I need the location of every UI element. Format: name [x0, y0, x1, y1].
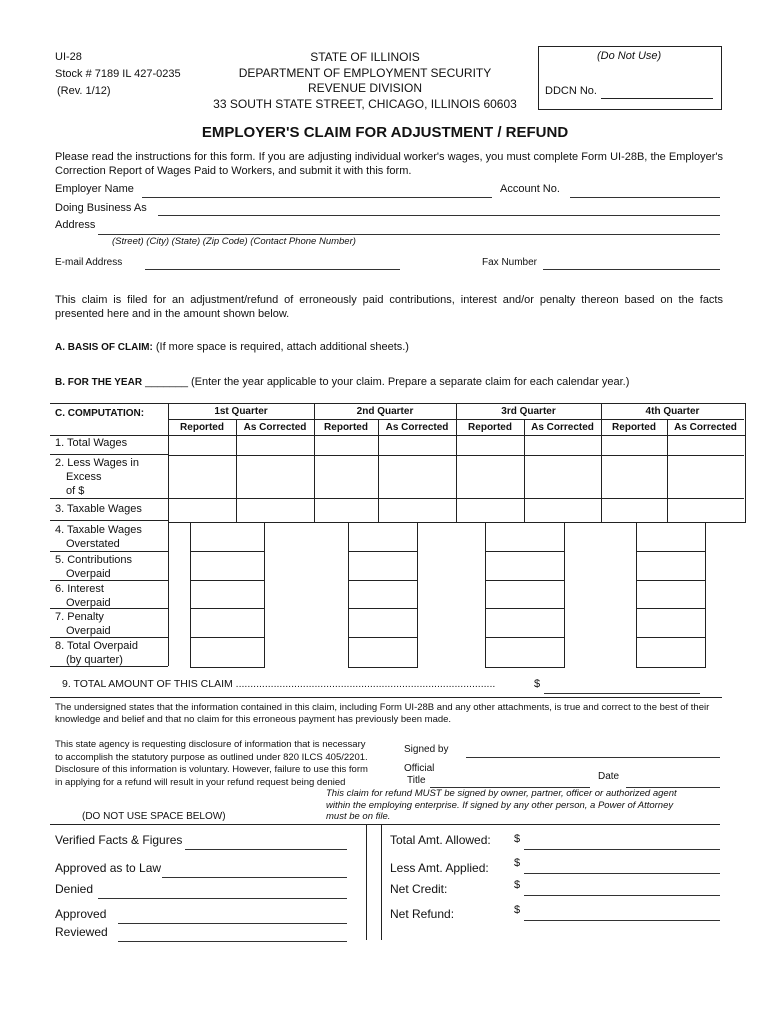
year-blank[interactable]: _______: [145, 376, 188, 388]
grid-col: [524, 435, 525, 522]
title-label: Title: [407, 775, 426, 786]
agency-line: STATE OF ILLINOIS: [310, 50, 420, 64]
disclosure-line: This state agency is requesting disclosure of information that is necessary: [55, 739, 366, 750]
address-input[interactable]: [98, 222, 720, 235]
verified-facts-input[interactable]: [185, 837, 347, 850]
grid-line: [348, 637, 417, 638]
separator: [50, 824, 720, 825]
grid-col: [456, 435, 457, 522]
dollar-sign: $: [514, 879, 521, 891]
office-divider: [381, 825, 382, 940]
official-label: Official: [404, 763, 435, 774]
total-allowed-label: Total Amt. Allowed:: [390, 833, 491, 847]
grid-line: [636, 637, 705, 638]
q1-corrected-header: As Corrected: [243, 422, 307, 433]
basis-label: A. BASIS OF CLAIM:: [55, 342, 153, 353]
fax-label: Fax Number: [482, 257, 538, 268]
quarter-3-header: 3rd Quarter: [501, 406, 556, 417]
approved-label: Approved: [55, 907, 107, 921]
computation-label: C. COMPUTATION:: [55, 408, 145, 419]
signature-note-line: within the employing enterprise. If signed by any other person, a Power of Attorney: [326, 799, 674, 811]
grid-col: [314, 435, 315, 522]
do-not-use-label: (Do Not Use): [597, 50, 662, 62]
quarter-4-header: 4th Quarter: [645, 406, 700, 417]
net-credit-input[interactable]: [524, 883, 720, 896]
reviewed-label: Reviewed: [55, 925, 108, 939]
row-less-wages: [55, 456, 139, 498]
q2-reported-header: Reported: [324, 422, 368, 433]
q3-corrected-header: As Corrected: [531, 422, 594, 433]
row-label-line: Overpaid: [66, 625, 111, 637]
row-line: [50, 666, 168, 667]
grid-line: [348, 551, 417, 552]
row-less-wages-line: Excess: [66, 471, 102, 483]
ddcn-label: DDCN No.: [545, 85, 597, 97]
row-label-line: 4. Taxable Wages: [55, 524, 142, 536]
q3-reported-header: Reported: [468, 422, 512, 433]
disclosure-line: to accomplish the statutory purpose as outlined under 820 ILCS 405/2201.: [55, 751, 368, 763]
q4-overpaid-column: [636, 522, 706, 668]
row-label-line: 6. Interest: [55, 583, 104, 595]
total-amount-input[interactable]: [544, 681, 700, 694]
less-applied-input[interactable]: [524, 861, 720, 874]
grid-line: [190, 580, 264, 581]
agency-line: 33 SOUTH STATE STREET, CHICAGO, ILLINOIS 60603: [213, 96, 517, 111]
approved-law-label: Approved as to Law: [55, 861, 162, 875]
grid-line: [190, 608, 264, 609]
date-label: Date: [598, 771, 620, 782]
row-interest-overpaid: [55, 582, 111, 610]
grid-line: [636, 580, 705, 581]
row-line: [50, 520, 168, 521]
total-amount-label: 9. TOTAL AMOUNT OF THIS CLAIM .........................................................................................: [62, 678, 496, 690]
row-total-overpaid: [55, 639, 138, 667]
official-title-input[interactable]: [430, 775, 590, 788]
denied-label: Denied: [55, 882, 94, 896]
for-the-year: [55, 376, 629, 388]
instructions: Please read the instructions for this form. If you are adjusting individual worker's wages, you must complete Form UI-28B, the Employer's Correction Report of Wages Paid to Workers, and submit it with this form.: [55, 151, 723, 177]
disclosure: [55, 739, 368, 789]
grid-line: [348, 608, 417, 609]
row-label-line: Overpaid: [66, 597, 111, 609]
grid-line: [485, 608, 564, 609]
separator: [50, 697, 722, 698]
grid-col: [378, 435, 379, 522]
grid-col: [168, 522, 169, 666]
basis-of-claim: [55, 341, 409, 353]
agency-block: [195, 50, 535, 112]
grid-line: [636, 608, 705, 609]
row-label-line: 5. Contributions: [55, 554, 133, 566]
approved-law-input[interactable]: [162, 865, 347, 878]
dollar-sign: $: [514, 904, 521, 916]
account-no-label: Account No.: [500, 183, 560, 195]
row-line: [50, 498, 168, 499]
disclosure-line: in applying for a refund will result in your refund request being denied: [55, 776, 346, 788]
row-line: [50, 637, 168, 638]
computation-top-line: [50, 403, 170, 404]
row-less-wages-line: 2. Less Wages in: [55, 457, 139, 469]
row-taxable-wages: 3. Taxable Wages: [55, 503, 142, 515]
q1-reported-header: Reported: [180, 422, 224, 433]
account-no-input[interactable]: [570, 185, 720, 198]
address-label: Address: [55, 219, 96, 231]
signed-by-label: Signed by: [404, 744, 449, 755]
computation-bottom-line: [50, 435, 170, 436]
row-label-line: Overpaid: [66, 568, 111, 580]
page-title: EMPLOYER'S CLAIM FOR ADJUSTMENT / REFUND: [201, 124, 569, 141]
row-penalty-overpaid: [55, 610, 111, 638]
ddcn-box: [538, 46, 722, 110]
q1-overpaid-column: [190, 522, 265, 668]
fax-input[interactable]: [543, 257, 720, 270]
row-label-line: 8. Total Overpaid: [55, 640, 138, 652]
signature-note: [326, 788, 677, 823]
claim-text: This claim is filed for an adjustment/refund of erroneously paid contributions, interest and/or penalty thereon based on the facts presented here and in the amount shown below.: [55, 294, 723, 320]
dollar-sign: $: [514, 857, 521, 869]
year-label: B. FOR THE YEAR: [55, 377, 143, 388]
row-label-line: Overstated: [66, 538, 120, 550]
row-less-wages-line: of $: [66, 485, 85, 497]
verified-facts-label: Verified Facts & Figures: [55, 833, 183, 847]
row-line: [50, 454, 168, 455]
grid-line: [190, 551, 264, 552]
office-use-header: (DO NOT USE SPACE BELOW): [82, 811, 226, 822]
q2-corrected-header: As Corrected: [385, 422, 449, 433]
signature-note-line: must be on file.: [326, 811, 391, 822]
less-applied-label: Less Amt. Applied:: [390, 861, 489, 875]
row-taxable-overstated: [55, 523, 142, 551]
net-credit-label: Net Credit:: [390, 882, 448, 896]
row-line: [50, 608, 168, 609]
ddcn-line: [601, 98, 713, 99]
wages-grid: [168, 435, 746, 523]
q2-overpaid-column: [348, 522, 418, 668]
agency-line: REVENUE DIVISION: [307, 81, 423, 95]
employer-name-input[interactable]: [142, 185, 492, 198]
row-line: [50, 551, 168, 552]
row-line: [50, 580, 168, 581]
grid-col: [236, 435, 237, 522]
total-dollar: $: [534, 678, 541, 690]
reviewed-input[interactable]: [118, 929, 347, 942]
agency-line: DEPARTMENT OF EMPLOYMENT SECURITY: [238, 65, 492, 80]
grid-line: [485, 637, 564, 638]
row-contributions-overpaid: [55, 553, 132, 581]
total-allowed-input[interactable]: [524, 837, 720, 850]
address-hint: (Street) (City) (State) (Zip Code) (Contact Phone Number): [112, 236, 356, 247]
grid-line: [348, 580, 417, 581]
net-refund-label: Net Refund:: [390, 907, 455, 921]
certification: The undersigned states that the information contained in this claim, including Form UI-28B and any other attachments, is true and correct to the best of their knowledge and belief and that no claim for this erroneous payment has previously been made.: [55, 702, 710, 725]
revision: (Rev. 1/12): [57, 85, 111, 97]
net-refund-input[interactable]: [524, 908, 720, 921]
email-input[interactable]: [145, 257, 400, 270]
signature-note-line: This claim for refund MUST be signed by owner, partner, officer or authorized agent: [326, 788, 677, 799]
grid-line: [636, 551, 705, 552]
approved-input[interactable]: [118, 911, 347, 924]
row-total-wages: 1. Total Wages: [55, 437, 128, 449]
row-label-line: 7. Penalty: [55, 611, 104, 623]
disclosure-line: Disclosure of this information is voluntary. However, failure to use this form: [55, 764, 368, 775]
year-text: (Enter the year applicable to your claim. Prepare a separate claim for each calendar year.): [191, 376, 630, 388]
grid-line: [485, 551, 564, 552]
date-input[interactable]: [626, 775, 720, 788]
dba-label: Doing Business As: [55, 202, 147, 214]
basis-text: (If more space is required, attach additional sheets.): [155, 341, 409, 353]
denied-input[interactable]: [98, 886, 347, 899]
signed-by-input[interactable]: [466, 745, 720, 758]
grid-col: [667, 435, 668, 522]
row-label-line: (by quarter): [66, 654, 123, 666]
q4-corrected-header: As Corrected: [674, 422, 737, 433]
grid-line: [485, 580, 564, 581]
email-label: E-mail Address: [55, 257, 123, 268]
q4-reported-header: Reported: [612, 422, 656, 433]
dba-input[interactable]: [158, 203, 720, 216]
grid-line: [190, 637, 264, 638]
dollar-sign: $: [514, 833, 521, 845]
q3-overpaid-column: [485, 522, 565, 668]
stock-number: Stock # 7189 IL 427-0235: [55, 68, 181, 80]
employer-name-label: Employer Name: [55, 183, 134, 195]
form-id: UI-28: [55, 51, 82, 63]
grid-col: [601, 435, 602, 522]
office-divider: [366, 825, 367, 940]
quarter-1-header: 1st Quarter: [214, 406, 268, 417]
quarter-2-header: 2nd Quarter: [356, 406, 414, 417]
